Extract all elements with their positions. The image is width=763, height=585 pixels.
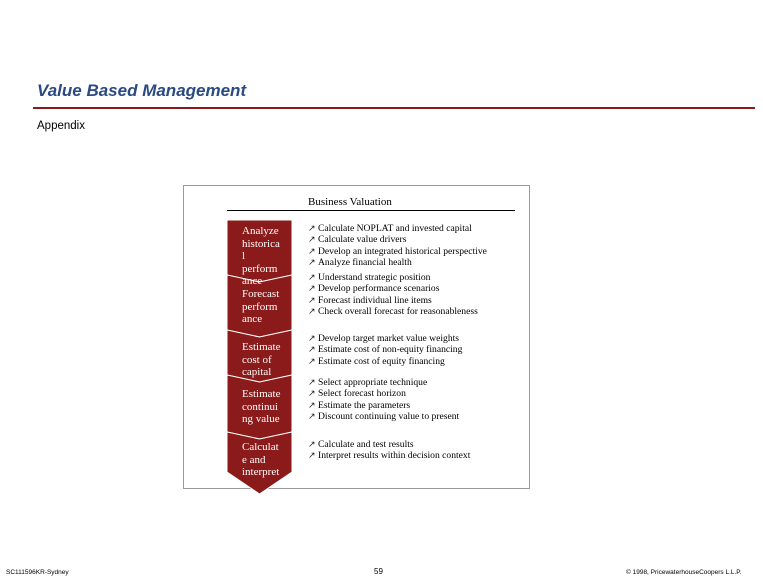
- bullet-group-2: [308, 272, 478, 317]
- diagonal-arrow-icon: ↗: [308, 305, 316, 316]
- title-divider: [33, 107, 755, 109]
- bullet-item: ↗ Interpret results within decision context: [308, 450, 471, 462]
- diagonal-arrow-icon: ↗: [308, 344, 316, 355]
- diagonal-arrow-icon: ↗: [308, 223, 316, 233]
- bullet-item: ↗ Understand strategic position: [308, 272, 431, 283]
- step-label-2: Forecast performance: [242, 288, 280, 326]
- bullet-item: ↗ Calculate NOPLAT and invested capital: [308, 223, 472, 234]
- bullet-group-3: [308, 333, 462, 367]
- bullet-item: ↗ Estimate the parameters: [308, 399, 411, 411]
- bullet-item: ↗ Check overall forecast for reasonableness: [308, 305, 478, 317]
- diagonal-arrow-icon: ↗: [308, 294, 316, 305]
- diagonal-arrow-icon: ↗: [308, 399, 316, 410]
- step-label-4: Estimate continuing value: [242, 388, 281, 426]
- bullet-group-4: [308, 377, 459, 422]
- bullet-item: ↗ Select forecast horizon: [308, 388, 406, 400]
- diagonal-arrow-icon: ↗: [308, 245, 316, 256]
- diagram-title-rule: [227, 210, 515, 211]
- diagram-title: Business Valuation: [308, 196, 392, 208]
- bullet-item: ↗ Develop performance scenarios: [308, 283, 440, 295]
- bullet-group-1: [308, 223, 487, 268]
- step-label-3: Estimate cost of capital: [242, 341, 281, 379]
- bullet-item: ↗ Develop an integrated historical perspective: [308, 245, 487, 257]
- diagonal-arrow-icon: ↗: [308, 439, 316, 449]
- diagonal-arrow-icon: ↗: [308, 234, 316, 245]
- diagonal-arrow-icon: ↗: [308, 283, 316, 294]
- diagonal-arrow-icon: ↗: [308, 450, 316, 461]
- bullet-item: ↗ Discount continuing value to present: [308, 410, 460, 422]
- footer-copyright: © 1998, PricewaterhouseCoopers L.L.P.: [626, 569, 742, 576]
- diagonal-arrow-icon: ↗: [308, 377, 316, 387]
- step-label-5: Calculate and interpret: [242, 441, 280, 479]
- step-label-1: Analyze historical performance: [242, 225, 280, 288]
- bullet-item: ↗ Develop target market value weights: [308, 333, 460, 344]
- footer-document-code: SC111596KR-Sydney: [6, 569, 69, 576]
- bullet-item: ↗ Forecast individual line items: [308, 294, 432, 306]
- diagonal-arrow-icon: ↗: [308, 333, 316, 343]
- bullet-item: ↗ Analyze financial health: [308, 256, 412, 268]
- bullet-group-5: [308, 439, 470, 462]
- page-subtitle: Appendix: [37, 120, 85, 132]
- diagonal-arrow-icon: ↗: [308, 256, 316, 267]
- bullet-item: ↗ Estimate cost of non-equity financing: [308, 344, 463, 356]
- page-title: Value Based Management: [37, 81, 247, 100]
- bullet-item: ↗ Estimate cost of equity financing: [308, 355, 445, 367]
- bullet-item: ↗ Calculate value drivers: [308, 234, 407, 246]
- diagonal-arrow-icon: ↗: [308, 272, 316, 282]
- bullet-item: ↗ Select appropriate technique: [308, 377, 428, 388]
- diagonal-arrow-icon: ↗: [308, 410, 316, 421]
- diagonal-arrow-icon: ↗: [308, 388, 316, 399]
- diagonal-arrow-icon: ↗: [308, 355, 316, 366]
- page-number: 59: [374, 567, 383, 576]
- bullet-item: ↗ Calculate and test results: [308, 439, 414, 450]
